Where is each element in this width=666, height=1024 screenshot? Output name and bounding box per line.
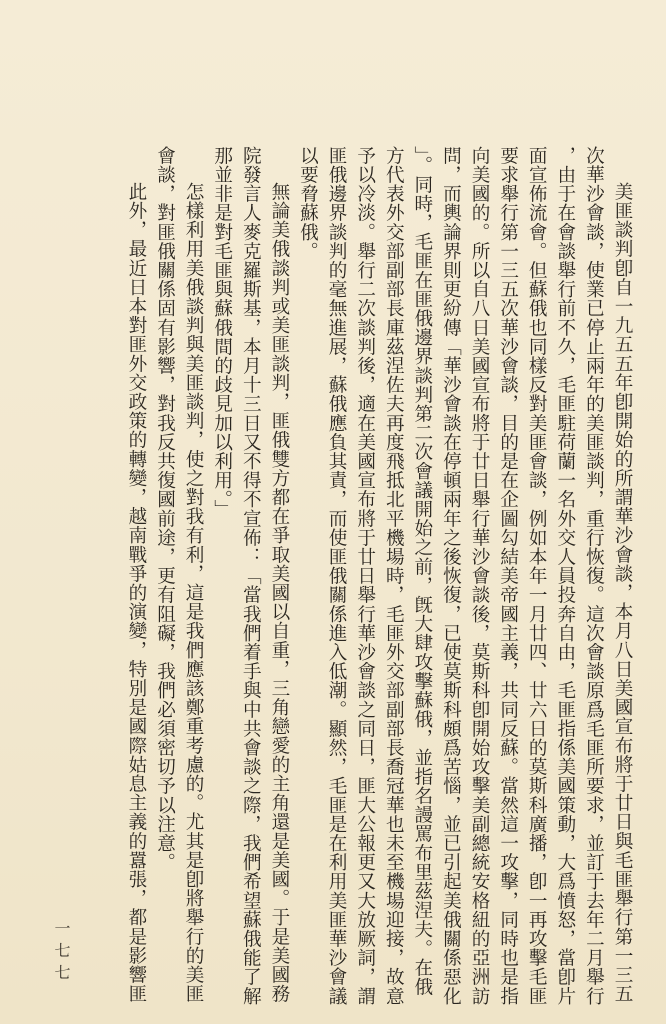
- text-column: 那並非是對毛匪與蘇俄間的歧見加以利用。」: [211, 146, 233, 519]
- text-column: 予以冷淡。舉行二次談判後，適在美國宣布將于廿日舉行華沙會談之同日，匪大公報更又大放厥詞，謂: [354, 146, 376, 1006]
- text-column: 方代表外交部副部長庫茲涅佐夫再度飛抵北平機場時，毛匪外交部副部長喬冠華也未至機場迎接，故意: [383, 146, 405, 1006]
- text-column: 向美國的。所以自八日美國宣布將于廿日舉行華沙會談後，莫斯科卽開始攻擊美副總統安格紐的亞洲訪: [469, 146, 491, 1006]
- text-column: 此外，最近日本對匪外交政策的轉變，越南戰爭的演變，特別是國際姑息主義的囂張，都是影響匪: [125, 182, 147, 1004]
- text-column: 」。同時，毛匪在匪俄邊界談判第二次會議開始之前，旣大肆攻擊蘇俄，並指名謾罵布里茲涅夫。在俄: [411, 146, 433, 997]
- text-column: 以要脅蘇俄。: [297, 146, 319, 261]
- text-column: 問，而輿論界則更紛傳「華沙會談在停頓兩年之後恢復，已使莫斯科頗爲苦惱，並已引起美俄關係惡化: [440, 146, 462, 1006]
- text-column: 院發言人麥克羅斯基，本月十三日又不得不宣佈：「當我們着手與中共會談之際，我們希望蘇俄能了解: [240, 146, 262, 1006]
- body-text: [121, 146, 636, 1006]
- text-column: 無論美俄談判或美匪談判，匪俄雙方都在爭取美國以自重，三角戀愛的主角還是美國。于是美國務: [268, 182, 290, 1004]
- text-column: 次華沙會談，使業已停止兩年的美匪談判，重行恢復。這次會談原爲毛匪所要求，並訂于去年二月舉行: [583, 146, 605, 1006]
- text-column: 匪俄邊界談判的毫無進展，蘇俄應負其責，而使匪俄關係進入低潮。顯然，毛匪是在利用美匪華沙會議: [326, 146, 348, 1006]
- text-column: 怎樣利用美俄談判與美匪談判，使之對我有利，這是我們應該鄭重考慮的。尤其是卽將舉行的美匪: [183, 182, 205, 1004]
- page-number: 一七七: [52, 920, 71, 986]
- text-column: 面宣佈流會。但蘇俄也同樣反對美匪會談，例如本年一月廿四、廿六日的莫斯科廣播，卽一再攻擊毛匪: [526, 146, 548, 1006]
- text-column: 要求舉行第一三五次華沙會談，目的是在企圖勾結美帝國主義，共同反蘇。當然這一攻擊，同時也是指: [497, 146, 519, 1006]
- text-column: 美匪談判卽自一九五五年卽開始的所謂華沙會談，本月八日美國宣布將于廿日與毛匪舉行第一三五: [612, 182, 633, 1004]
- text-column: ，由于在會談舉行前不久，毛匪駐荷蘭一名外交人員投奔自由，毛匪指係美國策動，大爲憤怒，當卽片: [554, 146, 576, 1006]
- text-column: 會談，對匪俄關係固有影響，對我反共復國前途，更有阻礙，我們必須密切予以注意。: [154, 146, 176, 872]
